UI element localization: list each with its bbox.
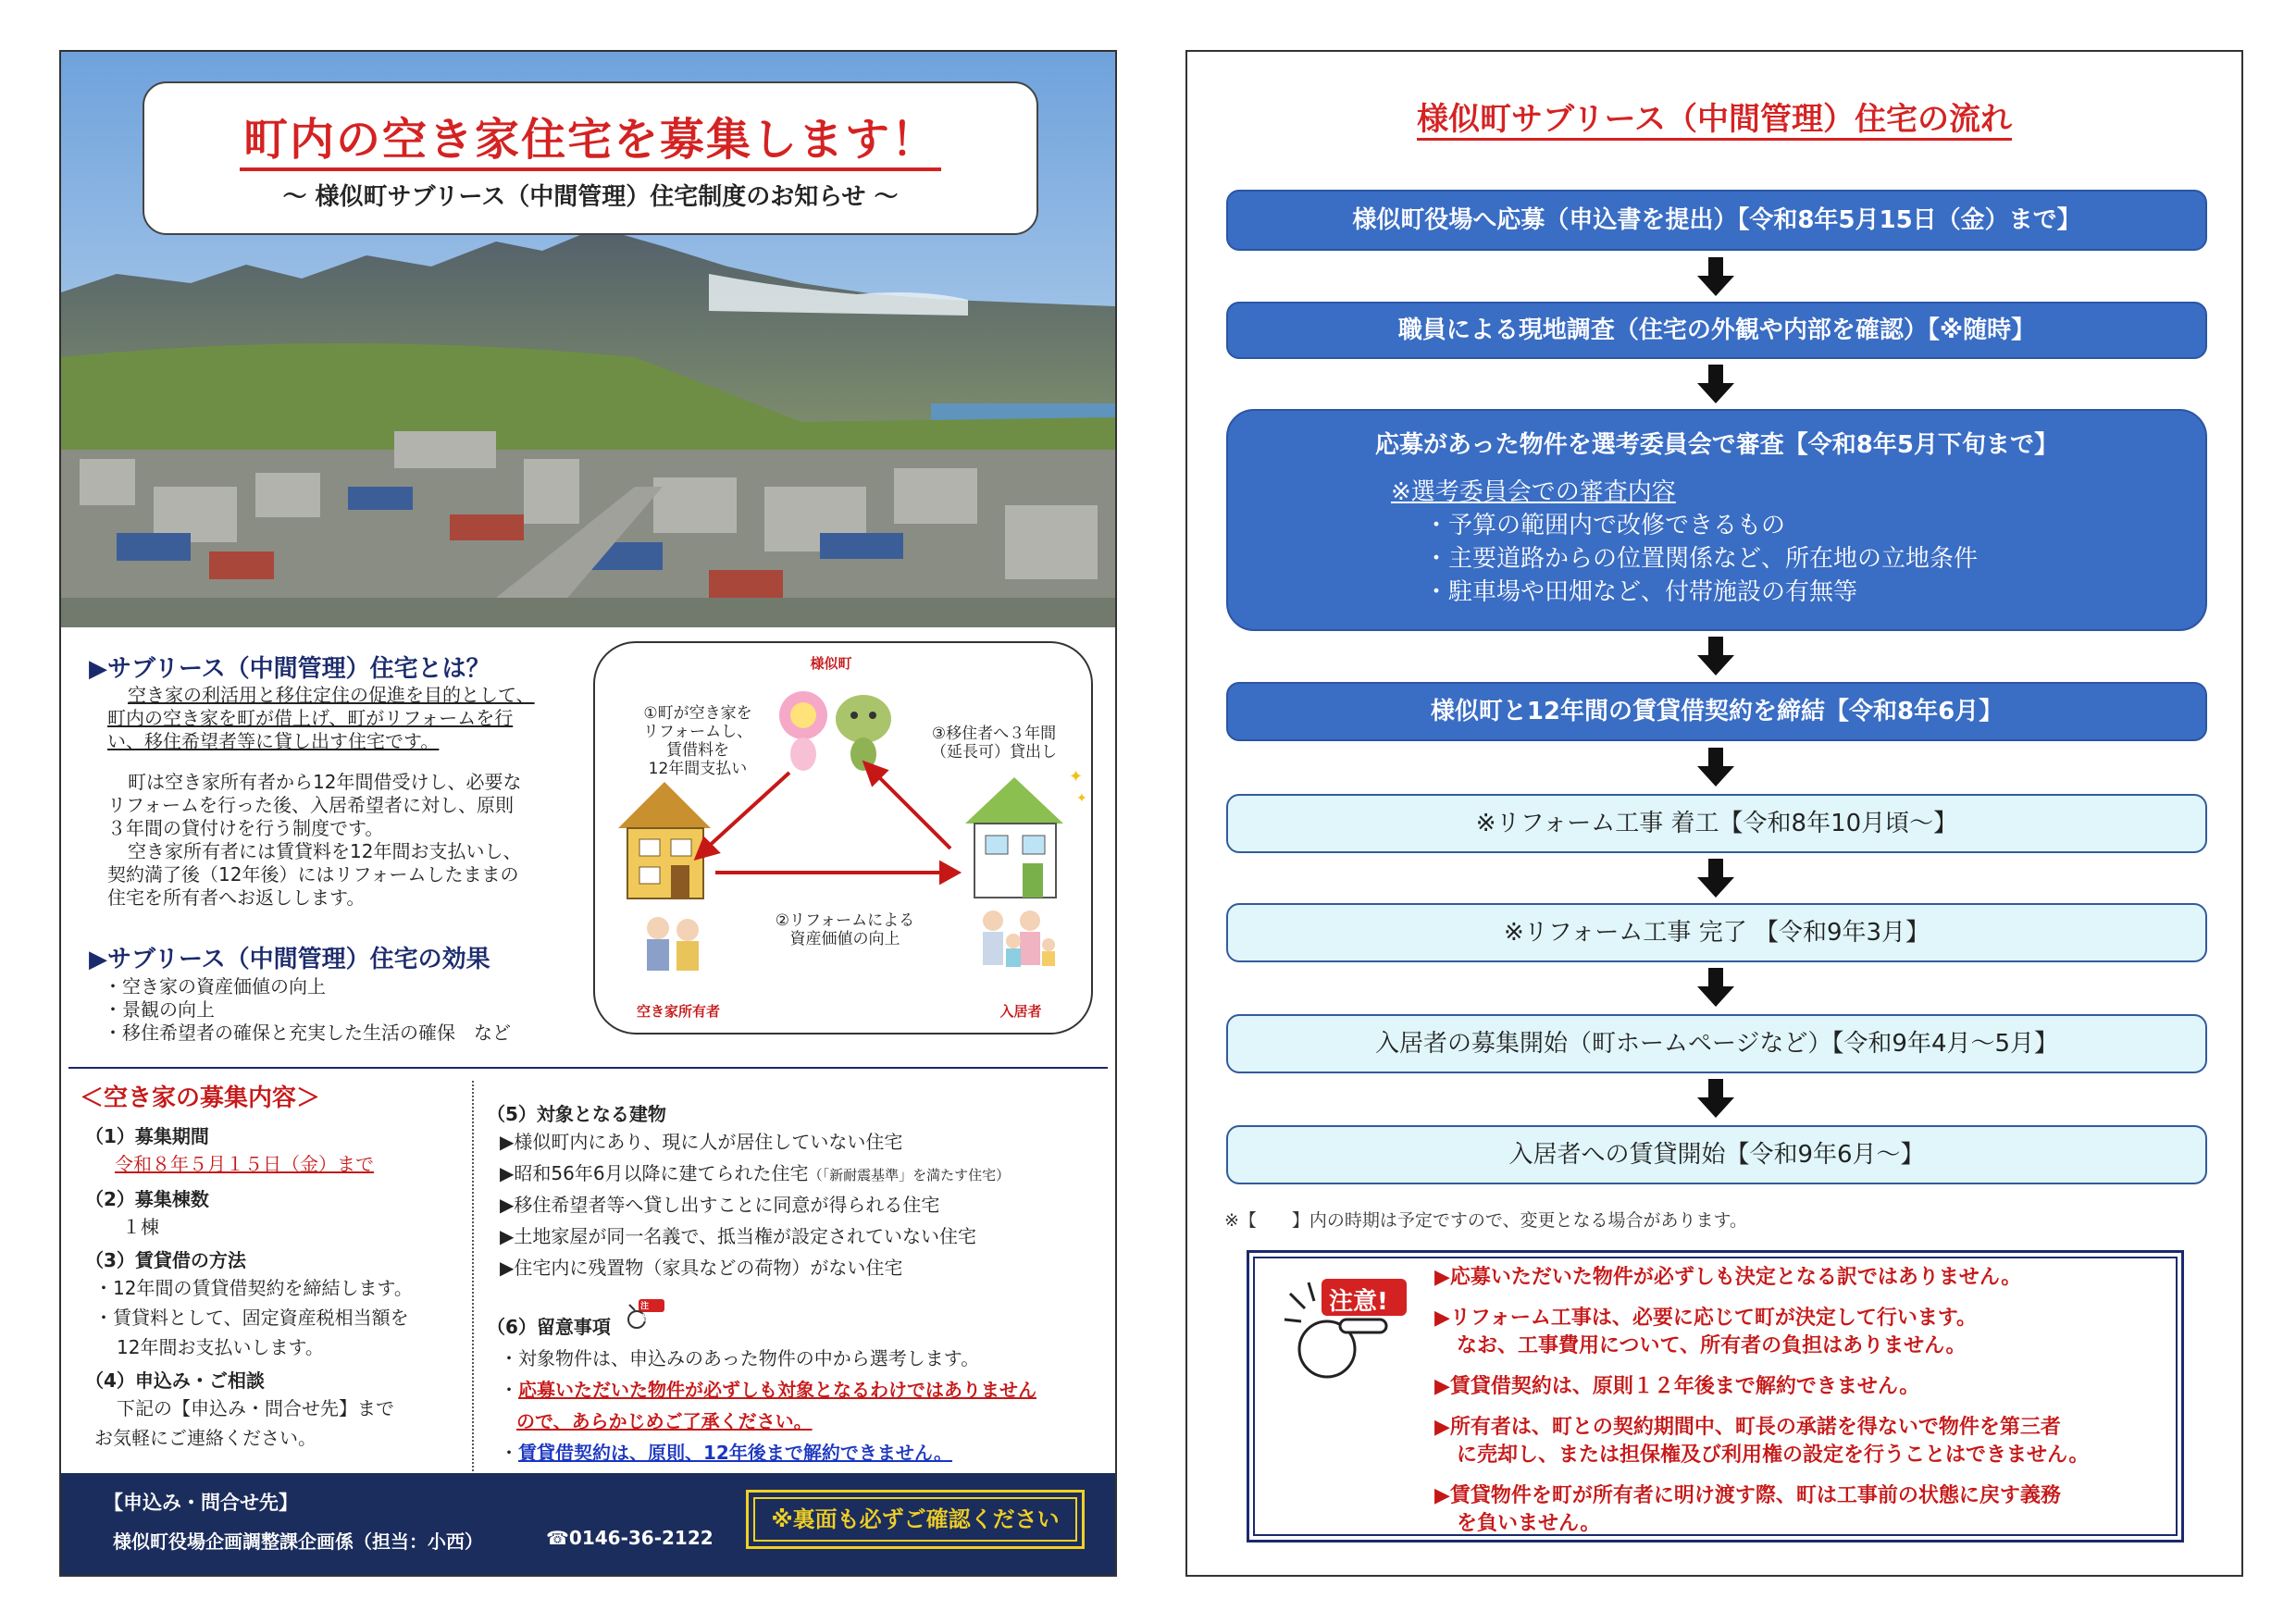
- review-heading: ※選考委員会での審査内容: [1391, 478, 1676, 506]
- count-value: １棟: [122, 1216, 159, 1238]
- about-body-2: リフォームを行った後、入居希望者に対し、原則: [107, 794, 514, 816]
- pointing-hand-icon: [626, 1299, 664, 1331]
- apply-line-2: お気軽にご連絡ください。: [94, 1427, 316, 1449]
- about-body-4: 空き家所有者には賃貸料を12年間お支払いし、: [128, 840, 522, 862]
- flow-step-4: 様似町と12年間の賃貸借契約を締結【令和8年6月】: [1226, 682, 2207, 741]
- notes-badge: 注意！: [640, 1302, 658, 1323]
- count-heading: （2）募集棟数: [85, 1188, 209, 1210]
- schedule-footnote: ※【 】内の時期は予定ですので、変更となる場合があります。: [1224, 1210, 1748, 1231]
- contact-phone: ☎0146-36-2122: [546, 1527, 714, 1549]
- diagram-town-label: 様似町: [810, 655, 852, 672]
- effect-item-3: ・移住希望者の確保と充実した生活の確保 など: [104, 1022, 511, 1044]
- contact-footer: [61, 1473, 1115, 1575]
- owner-couple-icon: [647, 917, 699, 971]
- flow-arrow-icon: [1697, 365, 1734, 403]
- flow-step-1: 様似町役場へ応募（申込書を提出）【令和8年5月15日（金）まで】: [1226, 190, 2207, 251]
- about-body-6: 住宅を所有者へお返しします。: [107, 886, 366, 909]
- review-item-3: ・駐車場や田畑など、付帯施設の有無等: [1424, 578, 1858, 606]
- note-1: ・対象物件は、申込みのあった物件の中から選考します。: [500, 1347, 980, 1369]
- diagram-step1-l3: 賃借料を: [666, 741, 729, 760]
- about-body-5: 契約満了後（12年後）にはリフォームしたままの: [107, 863, 519, 886]
- flow-step-2: 職員による現地調査（住宅の外観や内部を確認）【※随時】: [1226, 302, 2207, 359]
- flow-arrow-icon: [1697, 859, 1734, 898]
- about-intro-3: い、移住希望者等に貸し出す住宅です。: [107, 730, 440, 752]
- mascot-plant-icon: [836, 695, 891, 771]
- target-item-1: ▶様似町内にあり、現に人が居住していない住宅: [500, 1131, 903, 1153]
- flow-step-5: ※リフォーム工事 着工【令和8年10月頃～】: [1226, 794, 2207, 853]
- apply-line-1: 下記の【申込み・問合せ先】まで: [117, 1397, 394, 1419]
- title-box: [143, 81, 1038, 235]
- renovated-house-icon: [965, 767, 1087, 898]
- caution-item-5: ▶賃貸物件を町が所有者に明け渡す際、町は工事前の状態に戻す義務: [1434, 1484, 2061, 1507]
- target-item-2-note: （「新耐震基準」を満たす住宅）: [808, 1167, 1011, 1183]
- period-heading: （1）募集期間: [85, 1125, 209, 1147]
- flow-step-3-title: 応募があった物件を選考委員会で審査【令和8年5月下旬まで】: [1375, 431, 2058, 459]
- contact-dept: 様似町役場企画調整課企画係（担当：小西）: [113, 1530, 483, 1553]
- caution-item-5-cont: を負いません。: [1457, 1512, 1601, 1535]
- page-subtitle: ～ 様似町サブリース（中間管理）住宅制度のお知らせ ～: [282, 183, 899, 211]
- note-3: ・賃貸借契約は、原則、12年後まで解約できません。: [500, 1442, 953, 1464]
- method-line-2: ・賃貸料として、固定資産税相当額を: [94, 1307, 409, 1329]
- diagram-step1-l2: リフォームし、: [642, 723, 753, 741]
- target-item-2: ▶昭和56年6月以降に建てられた住宅（「新耐震基準」を満たす住宅）: [500, 1162, 1011, 1184]
- target-item-5: ▶住宅内に残置物（家具などの荷物）がない住宅: [500, 1257, 903, 1279]
- flyer-back-page: [1185, 50, 2243, 1577]
- caution-item-2: ▶リフォーム工事は、必要に応じて町が決定して行います。: [1434, 1307, 1978, 1330]
- about-intro-1: 空き家の利活用と移住定住の促進を目的として、: [128, 684, 535, 706]
- caution-box: [1247, 1250, 2184, 1542]
- sublease-diagram: [593, 641, 1093, 1035]
- flow-step-8: 入居者への賃貸開始【令和9年6月～】: [1226, 1125, 2207, 1184]
- apply-heading: （4）申込み・ご相談: [85, 1369, 265, 1392]
- diagram-step2-l2: 資産価値の向上: [789, 930, 900, 948]
- caution-item-1: ▶応募いただいた物件が必ずしも決定となる訳ではありません。: [1434, 1266, 2022, 1289]
- flow-arrow-icon: [1697, 748, 1734, 787]
- cycle-arrows: [697, 763, 958, 882]
- contact-heading: 【申込み・問合せ先】: [104, 1492, 298, 1514]
- effect-item-1: ・空き家の資産価値の向上: [104, 975, 326, 997]
- section-divider: [68, 1067, 1108, 1069]
- notes-heading: （6）留意事項: [487, 1316, 611, 1338]
- owner-house-icon: [618, 782, 711, 898]
- mascot-flower-icon: [779, 691, 827, 771]
- caution-item-4: ▶所有者は、町との契約期間中、町長の承諾を得ないで物件を第三者: [1434, 1416, 2061, 1439]
- back-page-note: ※裏面も必ずご確認ください: [746, 1490, 1085, 1549]
- about-heading: ▶サブリース（中間管理）住宅とは？: [89, 655, 490, 683]
- method-heading: （3）賃貸借の方法: [85, 1249, 246, 1271]
- method-line-1: ・12年間の賃貸借契約を締結します。: [94, 1277, 413, 1299]
- flow-arrow-icon: [1697, 1079, 1734, 1118]
- caution-hand-icon: [1281, 1275, 1410, 1386]
- review-item-1: ・予算の範囲内で改修できるもの: [1424, 512, 1786, 539]
- diagram-owner-label: 空き家所有者: [636, 1003, 720, 1020]
- flow-step-3: [1226, 409, 2207, 631]
- method-line-3: 12年間お支払いします。: [117, 1336, 324, 1358]
- flow-step-7: 入居者の募集開始（町ホームページなど）【令和9年4月～5月】: [1226, 1014, 2207, 1073]
- about-intro-2: 町内の空き家を町が借上げ、町がリフォームを行: [107, 707, 514, 729]
- svg-text:✦: ✦: [1076, 791, 1087, 806]
- diagram-step1-l4: 12年間支払い: [648, 760, 748, 778]
- diagram-step1-l1: ①町が空き家を: [643, 704, 752, 723]
- flow-arrow-icon: [1697, 257, 1734, 296]
- flow-title: 様似町サブリース（中間管理）住宅の流れ: [1187, 93, 2241, 139]
- flow-step-6: ※リフォーム工事 完了 【令和9年3月】: [1226, 903, 2207, 962]
- caution-item-3: ▶賃貸借契約は、原則１２年後まで解約できません。: [1434, 1375, 1920, 1398]
- effect-item-2: ・景観の向上: [104, 998, 215, 1021]
- column-divider: [472, 1081, 474, 1519]
- page-title: 町内の空き家住宅を募集します！: [144, 104, 1036, 167]
- flow-arrow-icon: [1697, 968, 1734, 1007]
- review-item-2: ・主要道路からの位置関係など、所在地の立地条件: [1424, 545, 1979, 573]
- flyer-front-page: [59, 50, 1117, 1577]
- target-item-3: ▶移住希望者等へ貸し出すことに同意が得られる住宅: [500, 1194, 940, 1216]
- target-heading: （5）対象となる建物: [487, 1103, 666, 1125]
- diagram-resident-label: 入居者: [999, 1003, 1042, 1020]
- town-photo: [61, 52, 1115, 627]
- period-value: 令和８年５月１５日（金）まで: [115, 1153, 374, 1175]
- caution-item-2-cont: なお、工事費用について、所有者の負担はありません。: [1457, 1334, 1967, 1357]
- note-2-cont: ので、あらかじめご了承ください。: [516, 1410, 813, 1432]
- effects-heading: ▶サブリース（中間管理）住宅の効果: [89, 946, 490, 973]
- note-2: ・応募いただいた物件が必ずしも対象となるわけではありません: [500, 1379, 1036, 1401]
- svg-text:✦: ✦: [1069, 767, 1084, 787]
- flow-arrow-icon: [1697, 637, 1734, 675]
- target-item-4: ▶土地家屋が同一名義で、抵当権が設定されていない住宅: [500, 1225, 976, 1247]
- about-body-1: 町は空き家所有者から12年間借受けし、必要な: [128, 771, 522, 793]
- resident-family-icon: [983, 911, 1055, 967]
- about-body-3: ３年間の貸付けを行う制度です。: [107, 817, 384, 839]
- diagram-step3-l1: ③移住者へ３年間: [931, 725, 1057, 743]
- caution-item-4-cont: に売却し、または担保権及び利用権の設定を行うことはできません。: [1457, 1443, 2090, 1467]
- diagram-step3-l2: （延長可）貸出し: [931, 743, 1057, 762]
- caution-badge: 注意!: [1329, 1288, 1388, 1316]
- recruit-heading: ＜空き家の募集内容＞: [80, 1084, 321, 1112]
- diagram-step2-l1: ②リフォームによる: [775, 911, 915, 930]
